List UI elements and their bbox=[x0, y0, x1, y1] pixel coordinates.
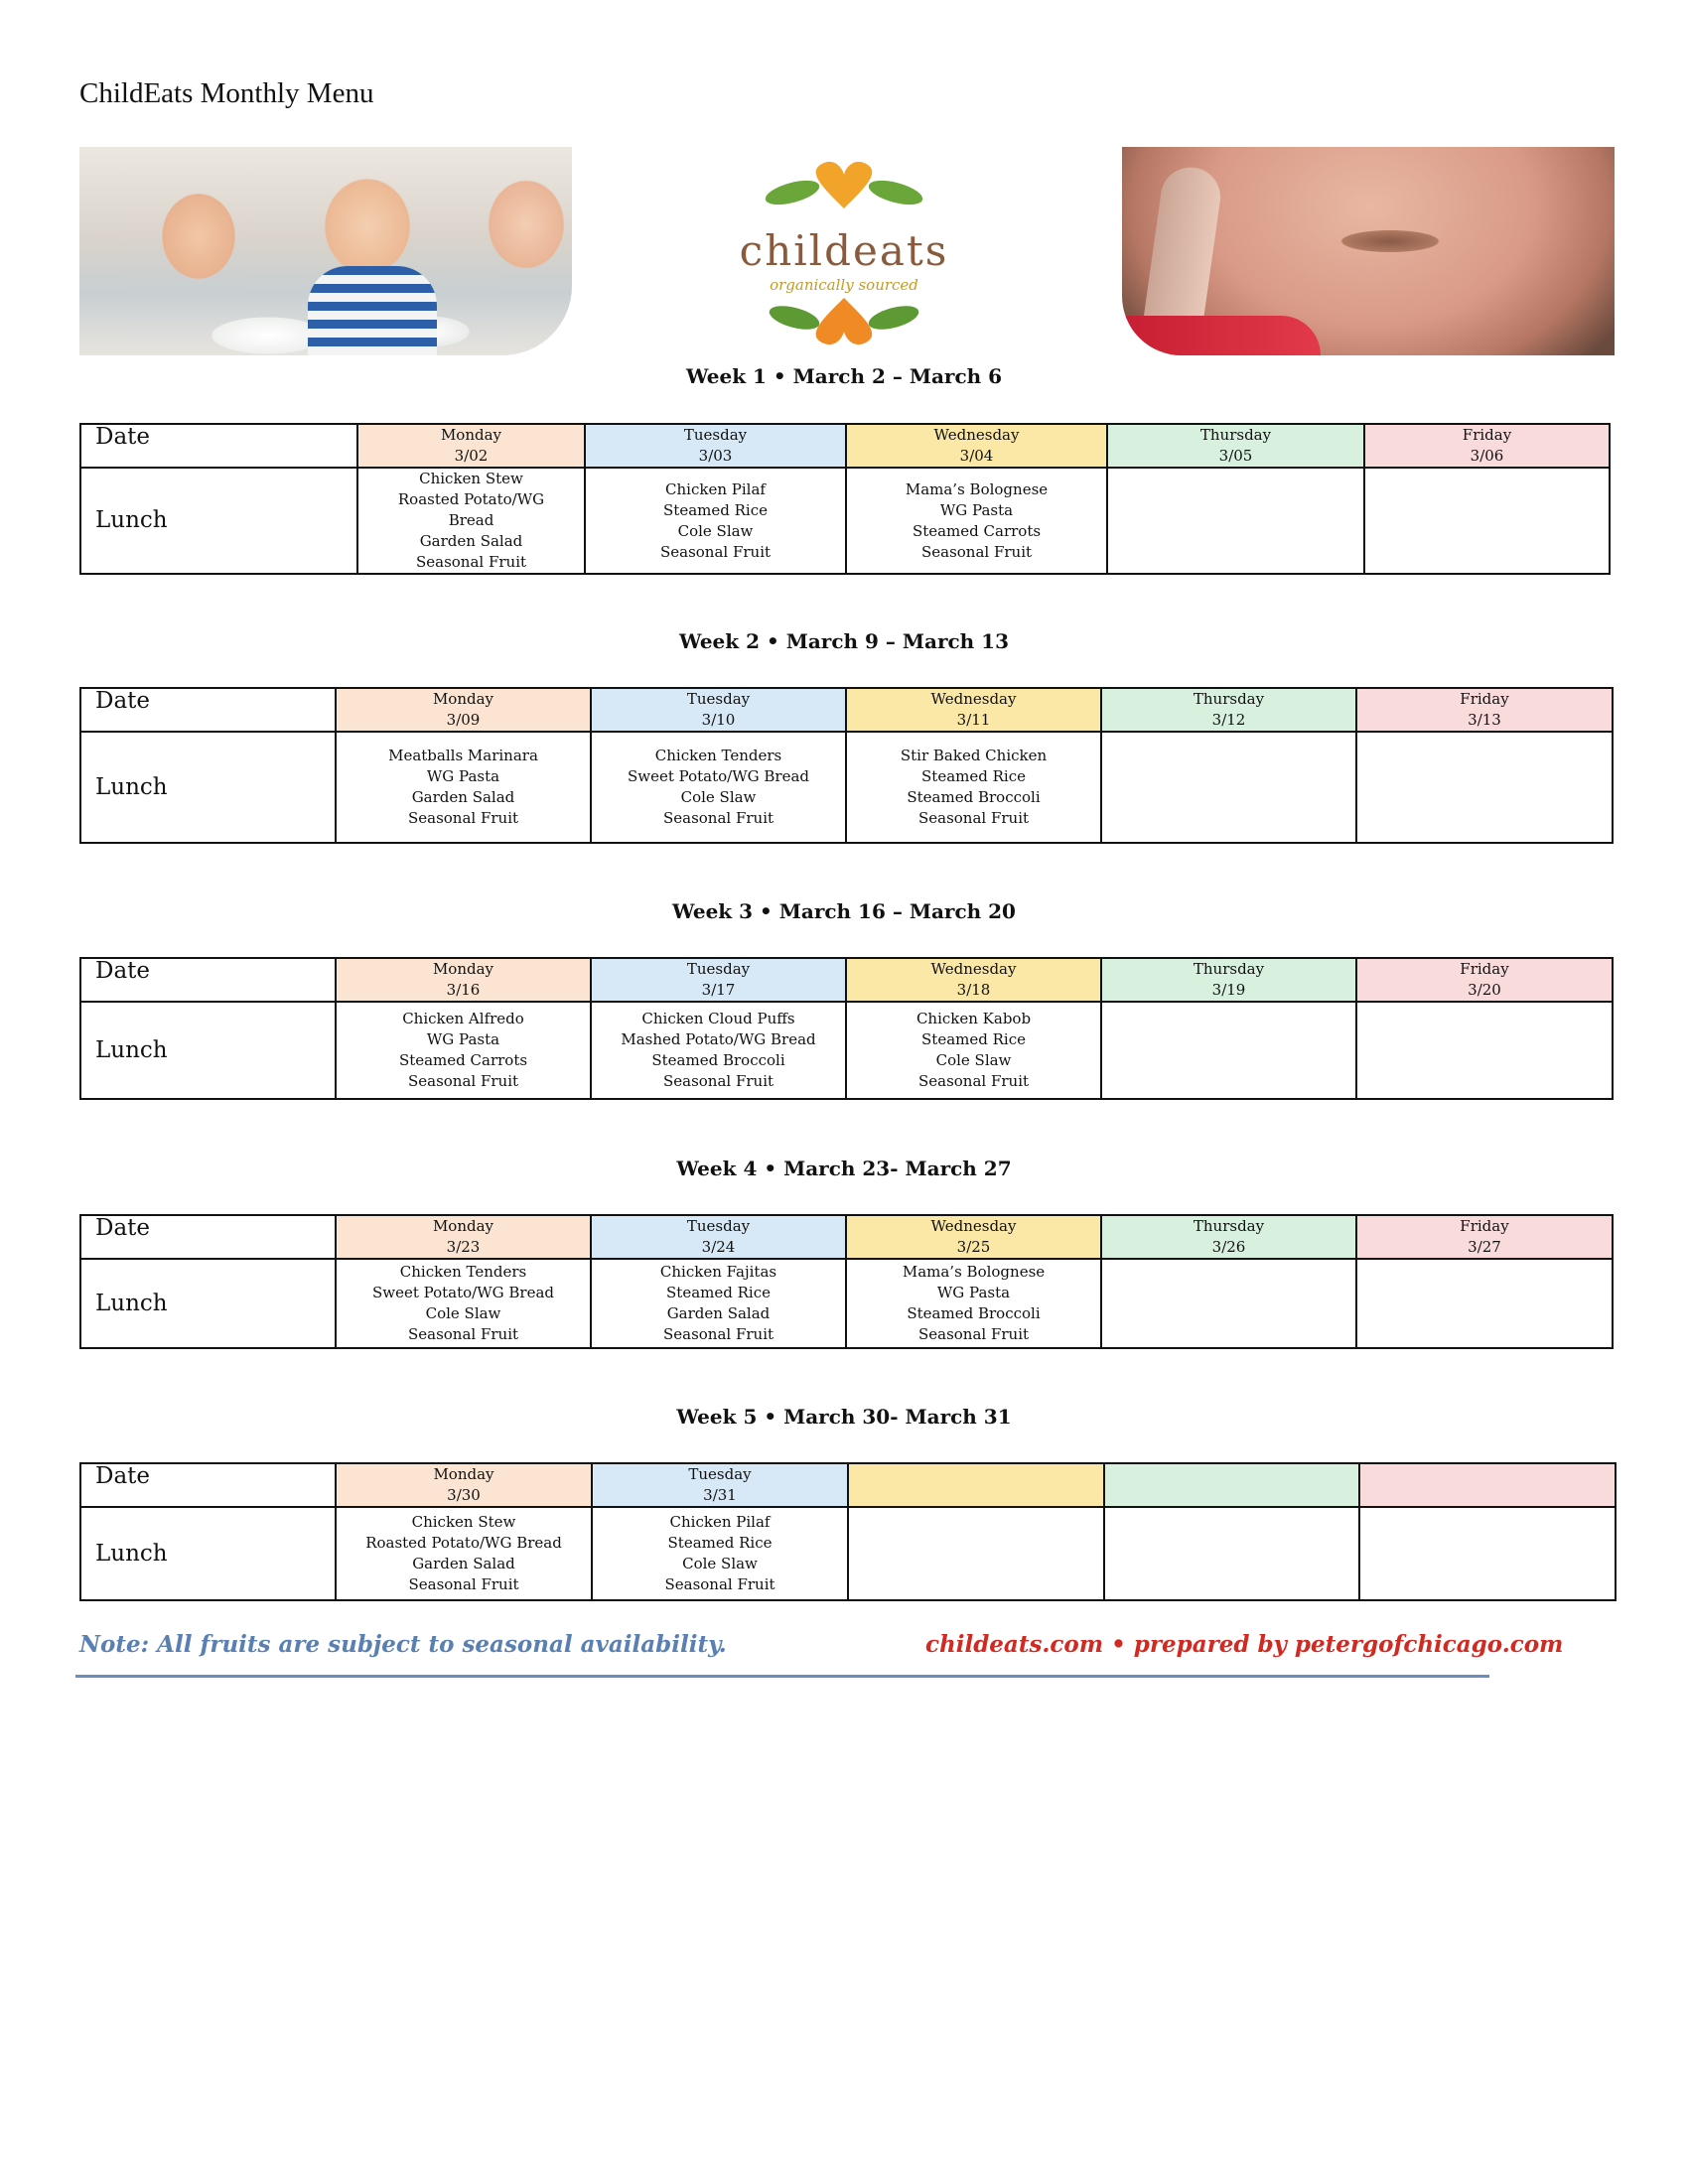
meal-item: Cole Slaw bbox=[680, 788, 757, 806]
meal-item: Seasonal Fruit bbox=[415, 553, 527, 571]
meal-item: Seasonal Fruit bbox=[662, 1072, 774, 1090]
meal-item: Steamed Rice bbox=[921, 1030, 1026, 1048]
day-header-friday bbox=[1356, 1215, 1613, 1259]
meal-item: Mama’s Bolognese bbox=[902, 1263, 1046, 1281]
day-date: 3/10 bbox=[701, 711, 736, 729]
day-date: 3/11 bbox=[956, 711, 991, 729]
lunch-cell-tuesday bbox=[592, 1507, 848, 1600]
meal-item: Seasonal Fruit bbox=[407, 809, 519, 827]
lunch-cell-tuesday bbox=[591, 1002, 846, 1099]
meal-item: Chicken Pilaf bbox=[665, 479, 766, 498]
lunch-row bbox=[80, 732, 1613, 843]
week-2-heading: Week 2 • March 9 – March 13 bbox=[678, 629, 1010, 653]
day-date: 3/25 bbox=[956, 1238, 991, 1256]
week-5-heading: Week 5 • March 30- March 31 bbox=[676, 1405, 1012, 1429]
day-name: Tuesday bbox=[686, 1217, 751, 1235]
week-4-heading: Week 4 • March 23- March 27 bbox=[676, 1157, 1012, 1180]
meal-item: Steamed Carrots bbox=[398, 1051, 528, 1069]
meal-item: Seasonal Fruit bbox=[917, 809, 1030, 827]
day-name: Tuesday bbox=[683, 426, 748, 444]
day-header-wednesday bbox=[846, 958, 1101, 1002]
child-eating-photo bbox=[1122, 147, 1615, 355]
day-name: Thursday bbox=[1193, 1217, 1265, 1235]
day-date: 3/26 bbox=[1211, 1238, 1246, 1256]
lunch-cell-tuesday bbox=[591, 732, 846, 843]
meal-item: Steamed Broccoli bbox=[907, 788, 1041, 806]
meal-item: Seasonal Fruit bbox=[659, 542, 772, 561]
meal-item: Garden Salad bbox=[666, 1304, 771, 1322]
day-date: 3/30 bbox=[447, 1486, 481, 1504]
day-header-tuesday bbox=[592, 1463, 848, 1507]
meal-item: Seasonal Fruit bbox=[917, 1072, 1030, 1090]
lunch-cell-thursday bbox=[1104, 1507, 1359, 1600]
meal-item: Steamed Broccoli bbox=[907, 1304, 1041, 1322]
logo-wordmark: childeats bbox=[739, 226, 949, 275]
date-row bbox=[80, 424, 1610, 468]
date-row bbox=[80, 1215, 1613, 1259]
childeats-logo bbox=[695, 149, 993, 357]
day-header-friday bbox=[1356, 958, 1613, 1002]
lunch-cell-wednesday bbox=[846, 468, 1107, 574]
date-row bbox=[80, 688, 1613, 732]
meal-item: Bread bbox=[448, 511, 494, 529]
availability-note: Note: All fruits are subject to seasonal availability. bbox=[79, 1631, 727, 1658]
meal-item: Meatballs Marinara bbox=[388, 747, 538, 764]
day-header-thursday bbox=[1101, 1215, 1356, 1259]
day-name: Monday bbox=[432, 1217, 494, 1235]
meal-item: Seasonal Fruit bbox=[662, 1325, 774, 1343]
meal-item: Garden Salad bbox=[412, 1555, 515, 1572]
week-3-heading: Week 3 • March 16 – March 20 bbox=[672, 899, 1016, 923]
day-header-monday bbox=[336, 1215, 591, 1259]
meal-item: Roasted Potato/WG bbox=[397, 490, 545, 508]
lunch-cell-wednesday bbox=[846, 732, 1101, 843]
meal-item: Cole Slaw bbox=[425, 1304, 501, 1322]
week-5-table bbox=[79, 1462, 1617, 1601]
date-label: Date bbox=[80, 1215, 336, 1259]
day-date: 3/23 bbox=[446, 1238, 481, 1256]
day-date: 3/20 bbox=[1468, 981, 1501, 999]
day-name: Friday bbox=[1460, 1217, 1509, 1235]
day-date: 3/24 bbox=[701, 1238, 736, 1256]
lunch-label: Lunch bbox=[80, 1002, 336, 1099]
day-name: Tuesday bbox=[688, 1465, 752, 1483]
day-header-tuesday bbox=[591, 688, 846, 732]
lunch-cell-thursday bbox=[1101, 1002, 1356, 1099]
day-date: 3/12 bbox=[1211, 711, 1246, 729]
lunch-label: Lunch bbox=[80, 732, 336, 843]
meal-item: Chicken Pilaf bbox=[669, 1513, 771, 1531]
lunch-cell-monday bbox=[336, 732, 591, 843]
day-date: 3/02 bbox=[454, 447, 489, 465]
day-name: Thursday bbox=[1193, 690, 1265, 708]
day-name: Wednesday bbox=[930, 1217, 1017, 1235]
day-header-thursday bbox=[1101, 688, 1356, 732]
lunch-cell-monday bbox=[336, 1002, 591, 1099]
day-header-blank-wednesday bbox=[848, 1463, 1104, 1507]
day-date: 3/31 bbox=[703, 1486, 737, 1504]
week-4-table bbox=[79, 1214, 1614, 1349]
week-3-table bbox=[79, 957, 1614, 1100]
lunch-cell-wednesday bbox=[846, 1259, 1101, 1348]
lunch-cell-friday bbox=[1364, 468, 1610, 574]
day-name: Wednesday bbox=[933, 426, 1020, 444]
meal-item: Sweet Potato/WG Bread bbox=[627, 767, 810, 785]
day-name: Wednesday bbox=[930, 690, 1017, 708]
day-name: Monday bbox=[433, 1465, 494, 1483]
day-name: Friday bbox=[1460, 690, 1509, 708]
meal-item: Chicken Stew bbox=[411, 1513, 516, 1531]
date-label: Date bbox=[80, 1463, 336, 1507]
lunch-cell-thursday bbox=[1101, 732, 1356, 843]
day-date: 3/09 bbox=[446, 711, 481, 729]
meal-item: Steamed Rice bbox=[667, 1534, 773, 1552]
day-header-wednesday bbox=[846, 1215, 1101, 1259]
day-header-monday bbox=[336, 958, 591, 1002]
day-date: 3/16 bbox=[446, 981, 481, 999]
day-header-friday bbox=[1356, 688, 1613, 732]
meal-item: Seasonal Fruit bbox=[408, 1575, 519, 1593]
meal-item: Cole Slaw bbox=[677, 521, 754, 540]
meal-item: Seasonal Fruit bbox=[407, 1325, 519, 1343]
meal-item: Steamed Rice bbox=[663, 500, 768, 519]
lunch-label: Lunch bbox=[80, 468, 357, 574]
meal-item: Chicken Cloud Puffs bbox=[641, 1010, 795, 1027]
lunch-cell-friday bbox=[1356, 1259, 1613, 1348]
day-date: 3/03 bbox=[698, 447, 733, 465]
date-label: Date bbox=[80, 958, 336, 1002]
meal-item: Chicken Kabob bbox=[915, 1010, 1032, 1027]
day-date: 3/04 bbox=[959, 447, 994, 465]
lunch-cell-monday bbox=[357, 468, 585, 574]
date-label: Date bbox=[80, 688, 336, 732]
day-name: Thursday bbox=[1199, 426, 1272, 444]
lunch-cell-wednesday bbox=[846, 1002, 1101, 1099]
lunch-cell-friday bbox=[1359, 1507, 1616, 1600]
day-date: 3/06 bbox=[1470, 447, 1504, 465]
meal-item: Steamed Rice bbox=[921, 767, 1026, 785]
day-header-tuesday bbox=[585, 424, 846, 468]
day-header-thursday bbox=[1107, 424, 1364, 468]
week-1-table bbox=[79, 423, 1611, 575]
meal-item: Chicken Tenders bbox=[654, 747, 782, 764]
day-header-wednesday bbox=[846, 424, 1107, 468]
meal-item: Sweet Potato/WG Bread bbox=[371, 1284, 555, 1301]
meal-item: Stir Baked Chicken bbox=[900, 747, 1048, 764]
lunch-cell-friday bbox=[1356, 732, 1613, 843]
lunch-cell-monday bbox=[336, 1507, 592, 1600]
lunch-row bbox=[80, 1259, 1613, 1348]
day-name: Tuesday bbox=[686, 960, 751, 978]
lunch-cell-thursday bbox=[1101, 1259, 1356, 1348]
lunch-cell-tuesday bbox=[591, 1259, 846, 1348]
lunch-row bbox=[80, 1507, 1616, 1600]
day-header-blank-thursday bbox=[1104, 1463, 1359, 1507]
day-name: Monday bbox=[440, 426, 502, 444]
meal-item: Mashed Potato/WG Bread bbox=[621, 1030, 816, 1048]
meal-item: Seasonal Fruit bbox=[662, 809, 774, 827]
day-header-tuesday bbox=[591, 958, 846, 1002]
meal-item: Seasonal Fruit bbox=[664, 1575, 775, 1593]
day-name: Monday bbox=[432, 960, 494, 978]
meal-item: Garden Salad bbox=[411, 788, 515, 806]
meal-item: Steamed Rice bbox=[666, 1284, 771, 1301]
day-name: Tuesday bbox=[686, 690, 751, 708]
meal-item: Chicken Tenders bbox=[399, 1263, 527, 1281]
lunch-row bbox=[80, 468, 1610, 574]
meal-item: WG Pasta bbox=[426, 767, 500, 785]
credit-line: childeats.com • prepared by petergofchicago.com bbox=[925, 1631, 1564, 1658]
meal-item: Seasonal Fruit bbox=[407, 1072, 519, 1090]
lunch-label: Lunch bbox=[80, 1507, 336, 1600]
lunch-cell-wednesday bbox=[848, 1507, 1104, 1600]
meal-item: Chicken Fajitas bbox=[659, 1263, 777, 1281]
week-2-table bbox=[79, 687, 1614, 844]
lunch-cell-friday bbox=[1356, 1002, 1613, 1099]
meal-item: WG Pasta bbox=[939, 500, 1014, 519]
lunch-cell-tuesday bbox=[585, 468, 846, 574]
meal-item: Steamed Broccoli bbox=[651, 1051, 785, 1069]
meal-item: Cole Slaw bbox=[682, 1555, 758, 1572]
meal-item: Mama’s Bolognese bbox=[905, 479, 1049, 498]
red-sweater-graphic bbox=[1122, 316, 1321, 355]
date-row bbox=[80, 958, 1613, 1002]
day-header-friday bbox=[1364, 424, 1610, 468]
day-header-thursday bbox=[1101, 958, 1356, 1002]
day-name: Wednesday bbox=[930, 960, 1017, 978]
day-header-monday bbox=[357, 424, 585, 468]
date-row bbox=[80, 1463, 1616, 1507]
meal-item: Garden Salad bbox=[419, 532, 523, 550]
footer-divider bbox=[75, 1675, 1489, 1678]
meal-item: Roasted Potato/WG Bread bbox=[365, 1534, 562, 1552]
meal-item: Seasonal Fruit bbox=[920, 542, 1033, 561]
day-date: 3/18 bbox=[956, 981, 991, 999]
day-date: 3/05 bbox=[1218, 447, 1253, 465]
children-eating-photo bbox=[79, 147, 572, 355]
meal-item: Seasonal Fruit bbox=[917, 1325, 1030, 1343]
day-header-monday bbox=[336, 1463, 592, 1507]
logo-tagline: organically sourced bbox=[770, 276, 918, 294]
lunch-label: Lunch bbox=[80, 1259, 336, 1348]
day-name: Monday bbox=[432, 690, 494, 708]
meal-item: Chicken Stew bbox=[419, 470, 523, 487]
day-date: 3/13 bbox=[1468, 711, 1501, 729]
day-header-blank-friday bbox=[1359, 1463, 1616, 1507]
meal-item: Cole Slaw bbox=[935, 1051, 1012, 1069]
meal-item: WG Pasta bbox=[936, 1284, 1011, 1301]
day-header-monday bbox=[336, 688, 591, 732]
lunch-row bbox=[80, 1002, 1613, 1099]
day-name: Friday bbox=[1462, 426, 1512, 444]
day-date: 3/27 bbox=[1468, 1238, 1501, 1256]
day-header-wednesday bbox=[846, 688, 1101, 732]
day-name: Friday bbox=[1460, 960, 1509, 978]
day-name: Thursday bbox=[1193, 960, 1265, 978]
striped-shirt-graphic bbox=[308, 266, 437, 355]
week-1-heading: Week 1 • March 2 – March 6 bbox=[685, 364, 1003, 388]
meal-item: WG Pasta bbox=[426, 1030, 500, 1048]
page-title: ChildEats Monthly Menu bbox=[79, 77, 374, 109]
meal-item: Chicken Alfredo bbox=[402, 1010, 524, 1027]
day-date: 3/17 bbox=[701, 981, 736, 999]
lunch-cell-monday bbox=[336, 1259, 591, 1348]
day-header-tuesday bbox=[591, 1215, 846, 1259]
lunch-cell-thursday bbox=[1107, 468, 1364, 574]
meal-item: Steamed Carrots bbox=[912, 521, 1042, 540]
day-date: 3/19 bbox=[1211, 981, 1246, 999]
date-label: Date bbox=[80, 424, 357, 468]
